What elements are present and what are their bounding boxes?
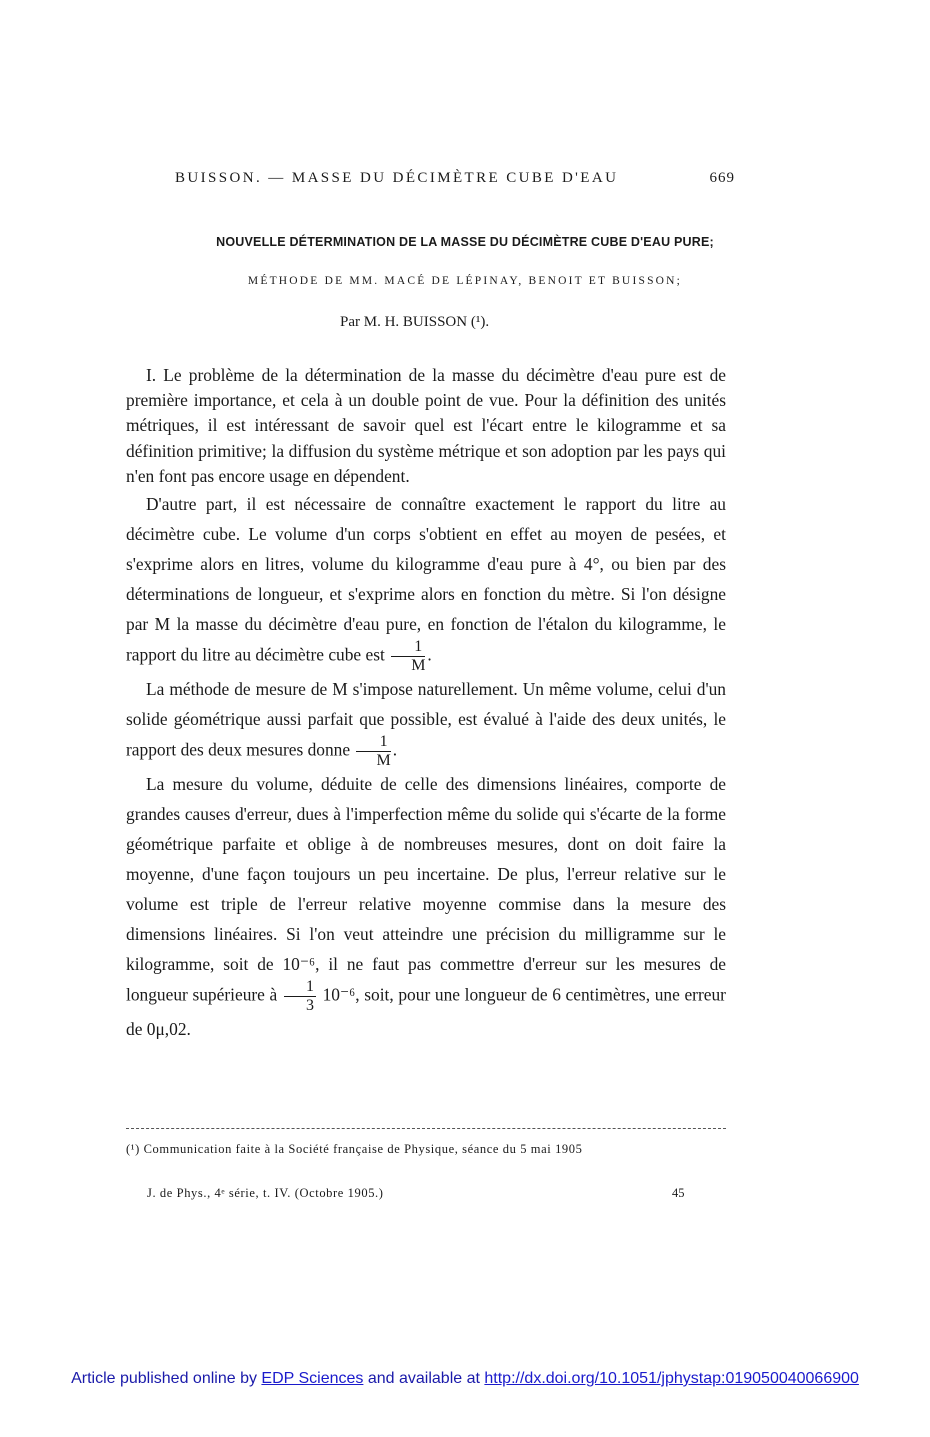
journal-citation: J. de Phys., 4ᵉ série, t. IV. (Octobre 1905.) <box>147 1186 384 1200</box>
paragraph-3 <box>126 674 726 769</box>
paragraph-2 <box>126 489 726 674</box>
paragraph-4-text: La mesure du volume, déduite de celle des dimensions linéaires, comporte de grandes causes d'erreur, dues à l'imperfection même du solide qui s'écarte de la forme géométrique parfaite et oblige à de nombreuses mesures, dont on doit faire la moyenne, d'une façon toujours un peu incertaine. De plus, l'erreur relative sur le volume est triple de l'erreur relative moyenne commise dans la mesure des dimensions linéaires. Si l'on veut atteindre une précision du milligramme sur le kilogramme, soit de 10⁻⁶, il ne faut pas commettre d'erreur sur les mesures de longueur supérieure à <box>126 774 726 1005</box>
paragraph-2-text: D'autre part, il est nécessaire de connaître exactement le rapport du litre au décimètre cube. Le volume d'un corps s'obtient en effet au moyen de pesées, et s'exprime alors en litres, volume du kilogramme d'eau pure à 4°, ou bien par des déterminations de longueur, et s'exprime alors en fonction du mètre. Si l'on désigne par M la masse du décimètre d'eau pure, en fonction de l'étalon du kilogramme, le rapport du litre au décimètre cube est <box>126 494 726 665</box>
paragraph-3-end: . <box>392 739 398 760</box>
fraction-one-over-m <box>391 639 425 674</box>
paragraph-1: I. Le problème de la détermination de la masse du décimètre d'eau pure est de première importance, et cela à un double point de vue. Pour la définition des unités métriques, il est intéressant de savoir quel est l'écart entre le kilogramme et sa définition primitive; la diffusion du système métrique et son adoption par les pays qui n'en font pas encore usage en dépendent. <box>126 365 726 486</box>
publisher-line <box>0 1370 930 1388</box>
method-subtitle: MÉTHODE DE MM. MACÉ DE LÉPINAY, BENOIT ET BUISSON; <box>247 275 683 287</box>
running-head <box>175 170 735 187</box>
doi-link[interactable]: http://dx.doi.org/10.1051/jphystap:019050040066900 <box>484 1370 859 1387</box>
paragraph-2-end: . <box>427 644 432 665</box>
author-line: Par M. H. BUISSON (¹). <box>340 314 490 330</box>
running-head-text: BUISSON. — MASSE DU DÉCIMÈTRE CUBE D'EAU <box>175 170 619 186</box>
footnote: (¹) Communication faite à la Société française de Physique, séance du 5 mai 1905 <box>126 1142 583 1156</box>
edp-sciences-link[interactable]: EDP Sciences <box>261 1370 364 1387</box>
fraction-denominator: M <box>411 657 426 675</box>
paragraph-3-text: La méthode de mesure de M s'impose naturellement. Un même volume, celui d'un solide géométrique aussi parfait que possible, est évalué à l'aide des deux unités, le rapport des deux mesures donne <box>126 679 726 760</box>
fraction-denominator: M <box>376 752 391 770</box>
paragraph-4 <box>126 769 726 1044</box>
fraction-numerator: 1 <box>356 734 390 752</box>
fraction-one-third <box>284 979 316 1014</box>
publisher-prefix: Article published online by <box>71 1370 262 1387</box>
footnote-divider <box>126 1128 726 1129</box>
publisher-middle: and available at <box>363 1370 485 1387</box>
fraction-one-over-m-2 <box>356 734 390 769</box>
article-body <box>126 363 726 1044</box>
sheet-number: 45 <box>672 1186 685 1200</box>
fraction-numerator: 1 <box>284 979 316 997</box>
page-number: 669 <box>709 170 735 186</box>
fraction-numerator: 1 <box>391 639 425 657</box>
paragraph-4-text-end: 10⁻⁶, soit, pour une longueur de 6 centimètres, une erreur de 0μ,02. <box>126 984 726 1040</box>
fraction-denominator: 3 <box>305 997 314 1015</box>
article-title: NOUVELLE DÉTERMINATION DE LA MASSE DU DÉCIMÈTRE CUBE D'EAU PURE; <box>216 235 714 249</box>
